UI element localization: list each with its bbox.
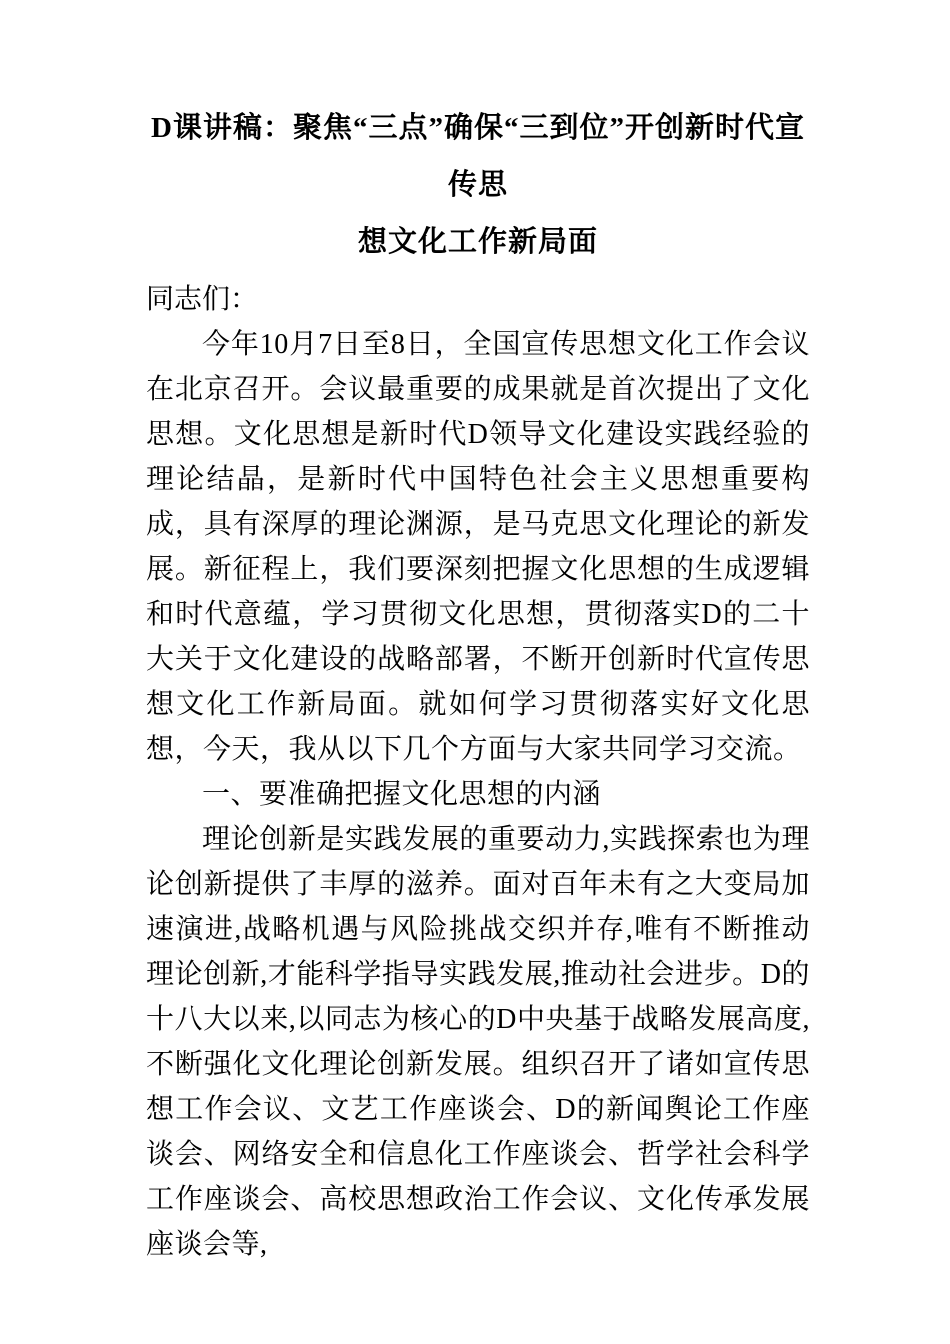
- salutation: 同志们：: [146, 284, 259, 315]
- document-title-line-2: 想文化工作新局面: [357, 226, 598, 258]
- document-title: [146, 100, 810, 271]
- paragraph-intro: 今年10月7日至8日，全国宣传思想文化工作会议在北京召开。会议最重要的成果就是首次提出了文化思想。文化思想是新时代D领导文化建设实践经验的理论结晶，是新时代中国特色社会主义思想重要构成，具有深厚的理论渊源，是马克思文化理论的新发展。新征程上，我们要深刻把握文化思想的生成逻辑和时代意蕴，学习贯彻文化思想，贯彻落实D的二十大关于文化建设的战略部署，不断开创新时代宣传思想文化工作新局面。就如何学习贯彻落实好文化思想，今天，我从以下几个方面与大家共同学习交流。: [146, 329, 810, 765]
- section-heading-1: 一、要准确把握文化思想的内涵: [202, 779, 602, 810]
- paragraph-section-1: 理论创新是实践发展的重要动力,实践探索也为理论创新提供了丰厚的滋养。面对百年未有之大变局加速演进,战略机遇与风险挑战交织并存,唯有不断推动理论创新,才能科学指导实践发展,推动社会进步。D的十八大以来,以同志为核心的D中央基于战略发展高度,不断强化文化理论创新发展。组织召开了诸如宣传思想工作会议、文艺工作座谈会、D的新闻舆论工作座谈会、网络安全和信息化工作座谈会、哲学社会科学工作座谈会、高校思想政治工作会议、文化传承发展座谈会等,: [146, 824, 810, 1260]
- document-title-line-1: D课讲稿：聚焦“三点”确保“三到位”开创新时代宣传思: [151, 112, 805, 201]
